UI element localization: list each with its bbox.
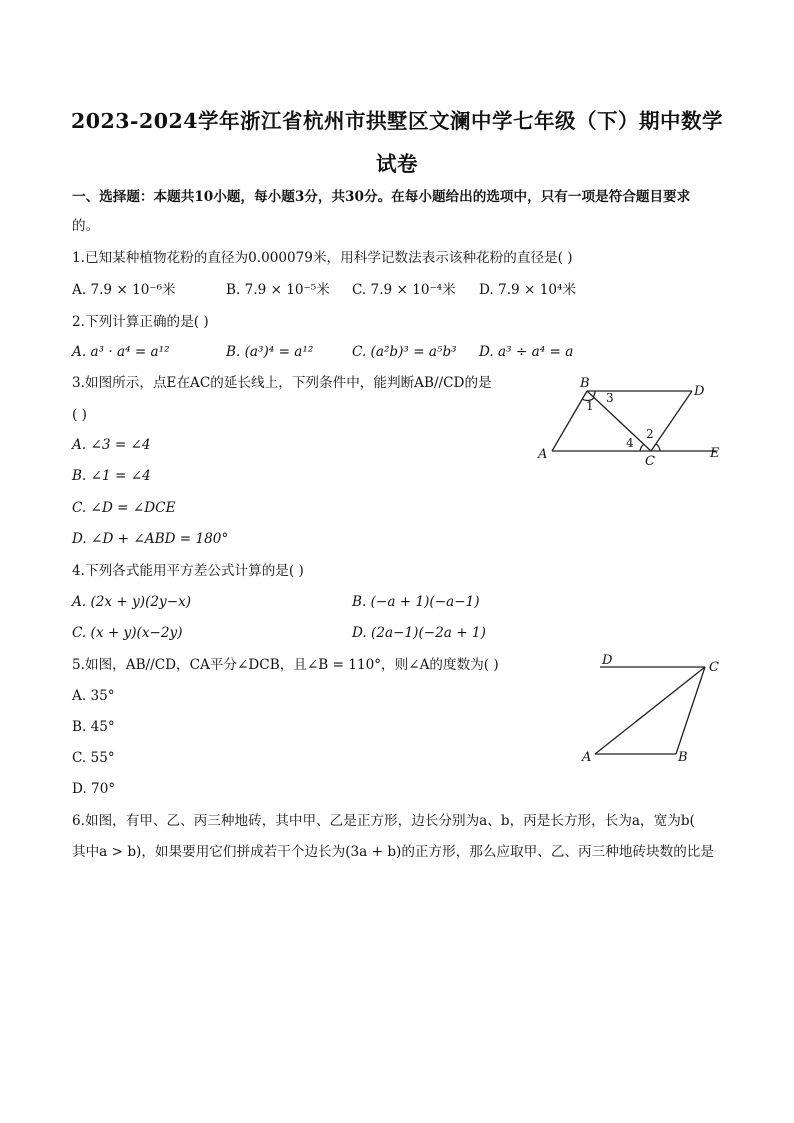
angle-2-arc	[656, 444, 660, 451]
q5-option-b: B. 45°	[72, 719, 115, 735]
label-angle-2: 2	[646, 427, 654, 441]
q4-option-c: C. (x + y)(x−2y)	[72, 625, 183, 641]
label-angle-1: 1	[586, 399, 594, 413]
label-c: C	[709, 660, 719, 675]
q3-geometry-figure	[530, 372, 730, 472]
label-angle-3: 3	[606, 391, 614, 405]
section-instructions-line1: 一、选择题：本题共10小题，每小题3分，共30分。在每小题给出的选项中，只有一项是符合题目要求	[72, 189, 691, 205]
q1-option-b: B. 7.9 × 10⁻⁵米	[226, 282, 330, 298]
q5-option-c: C. 55°	[72, 750, 115, 766]
segment-ab	[552, 391, 587, 451]
label-a: A	[582, 750, 592, 765]
q3-option-c: C. ∠D = ∠DCE	[72, 500, 176, 516]
q5-option-a: A. 35°	[72, 688, 115, 704]
q4-option-a: A. (2x + y)(2y−x)	[72, 594, 192, 610]
q1-option-a: A. 7.9 × 10⁻⁶米	[72, 282, 176, 298]
q6-stem-line2: 其中a > b)，如果要用它们拼成若干个边长为(3a + b)的正方形，那么应取甲、乙、丙三种地砖块数的比是	[72, 844, 714, 860]
exam-title-line1: 2023-2024学年浙江省杭州市拱墅区文澜中学七年级（下）期中数学	[70, 109, 724, 133]
q3-stem-bracket: ( )	[72, 407, 87, 423]
q6-stem-line1: 6.如图，有甲、乙、丙三种地砖，其中甲、乙是正方形，边长分别为a、b，丙是长方形，长为a，宽为b(	[72, 813, 695, 829]
section-instructions-line2: 的。	[72, 218, 100, 234]
q2-option-c: C. (a²b)³ = a⁵b³	[352, 344, 457, 360]
segment-bc	[676, 667, 705, 754]
q1-option-c: C. 7.9 × 10⁻⁴米	[352, 282, 456, 298]
label-a: A	[538, 447, 548, 462]
q5-geometry-figure	[575, 650, 725, 770]
q2-option-d: D. a³ ÷ a⁴ = a	[479, 344, 574, 360]
label-e: E	[710, 446, 720, 461]
label-c: C	[645, 454, 655, 469]
q3-option-a: A. ∠3 = ∠4	[72, 437, 151, 453]
exam-title-line2: 试卷	[376, 152, 418, 176]
q3-stem: 3.如图所示，点E在AC的延长线上，下列条件中，能判断AB//CD的是	[72, 375, 492, 391]
q4-option-d: D. (2a−1)(−2a + 1)	[352, 625, 486, 641]
q3-option-d: D. ∠D + ∠ABD = 180°	[72, 531, 229, 547]
q5-stem: 5.如图，AB//CD，CA平分∠DCB，且∠B = 110°，则∠A的度数为( )	[72, 657, 499, 673]
segment-bc	[587, 391, 651, 451]
label-d: D	[694, 384, 705, 399]
q1-option-d: D. 7.9 × 10⁴米	[479, 282, 577, 298]
angle-3-arc	[593, 391, 595, 397]
q1-stem: 1.已知某种植物花粉的直径为0.000079米，用科学记数法表示该种花粉的直径是( )	[72, 250, 573, 266]
q2-option-b: B. (a³)⁴ = a¹²	[226, 344, 314, 360]
label-b: B	[678, 750, 688, 765]
label-b: B	[580, 376, 590, 391]
q2-stem: 2.下列计算正确的是( )	[72, 314, 209, 330]
q5-option-d: D. 70°	[72, 781, 116, 797]
q4-stem: 4.下列各式能用平方差公式计算的是( )	[72, 563, 304, 579]
label-d: D	[602, 653, 613, 668]
q2-option-a: A. a³ · a⁴ = a¹²	[72, 344, 170, 360]
segment-cd	[651, 391, 692, 451]
angle-4-arc	[640, 444, 644, 451]
q4-option-b: B. (−a + 1)(−a−1)	[352, 594, 480, 610]
label-angle-4: 4	[626, 436, 634, 450]
segment-ac	[595, 667, 705, 754]
q3-option-b: B. ∠1 = ∠4	[72, 468, 151, 484]
